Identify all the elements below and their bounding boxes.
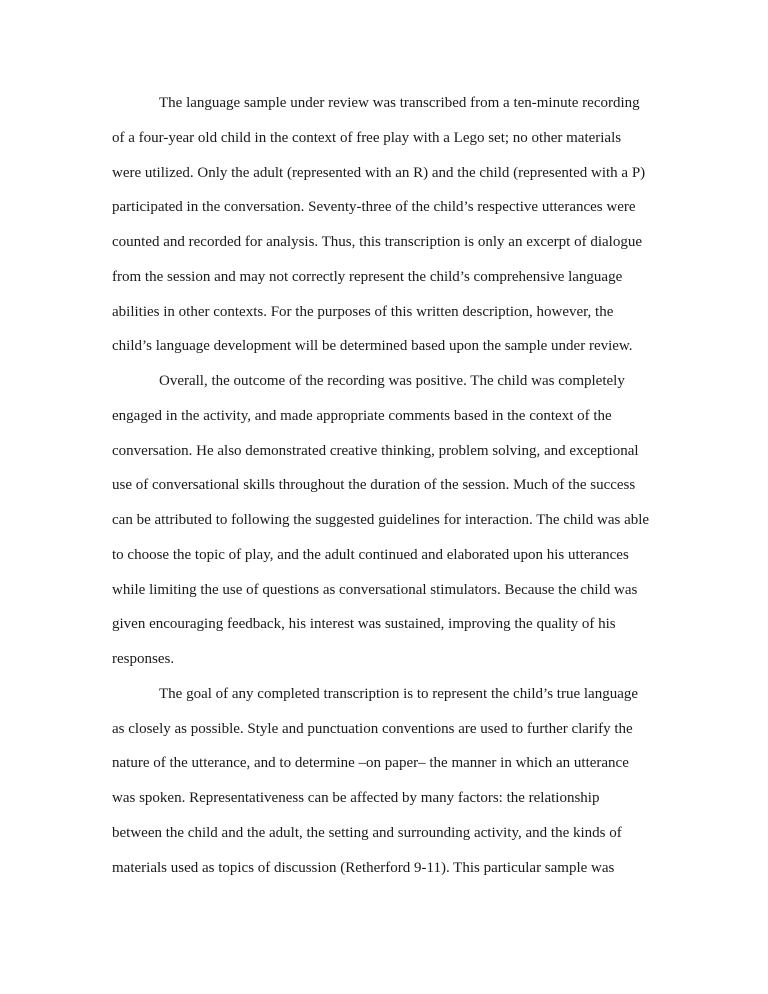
paragraph-1-line: The language sample under review was transcribed from a ten-minute recording: [159, 95, 640, 111]
paragraph-2-line: given encouraging feedback, his interest was sustained, improving the quality of his: [112, 616, 616, 633]
paragraph-3-line: nature of the utterance, and to determine –on paper– the manner in which an utterance: [112, 755, 629, 772]
paragraph-1-line: of a four-year old child in the context of free play with a Lego set; no other materials: [112, 129, 622, 146]
paragraph-2-line: Overall, the outcome of the recording was positive. The child was completely: [159, 373, 625, 389]
paragraph-2-line: to choose the topic of play, and the adult continued and elaborated upon his utterances: [112, 546, 629, 563]
paragraph-3-line: The goal of any completed transcription is to represent the child’s true language: [159, 685, 639, 702]
paragraph-1-line: from the session and may not correctly represent the child’s comprehensive language: [112, 268, 623, 285]
paragraph-1-line: counted and recorded for analysis. Thus, this transcription is only an excerpt of dialogue: [112, 234, 642, 250]
paragraph-2-line: responses.: [112, 651, 175, 667]
paragraph-1-line: participated in the conversation. Seventy-three of the child’s respective utterances were: [112, 199, 636, 216]
paragraph-1-line: child’s language development will be determined based upon the sample under review.: [112, 338, 633, 355]
paragraph-2-line: while limiting the use of questions as conversational stimulators. Because the child was: [112, 581, 638, 598]
paragraph-2-line: use of conversational skills throughout the duration of the session. Much of the success: [112, 477, 636, 494]
paragraph-3-line: materials used as topics of discussion (Retherford 9-11). This particular sample was: [112, 859, 615, 876]
paragraph-3-line: between the child and the adult, the setting and surrounding activity, and the kinds of: [112, 824, 622, 841]
paragraph-1-line: abilities in other contexts. For the purposes of this written description, however, the: [112, 303, 614, 320]
paragraph-3-line: as closely as possible. Style and punctuation conventions are used to further clarify the: [112, 720, 633, 737]
paragraph-3-line: was spoken. Representativeness can be affected by many factors: the relationship: [112, 790, 600, 806]
document-body: [112, 86, 660, 885]
paragraph-2-line: conversation. He also demonstrated creative thinking, problem solving, and exceptional: [112, 442, 639, 459]
paragraph-2-line: can be attributed to following the suggested guidelines for interaction. The child was able: [112, 512, 650, 528]
paragraph-2-line: engaged in the activity, and made appropriate comments based in the context of the: [112, 407, 612, 424]
paragraph-1-line: were utilized. Only the adult (represented with an R) and the child (represented with a P): [112, 164, 646, 181]
